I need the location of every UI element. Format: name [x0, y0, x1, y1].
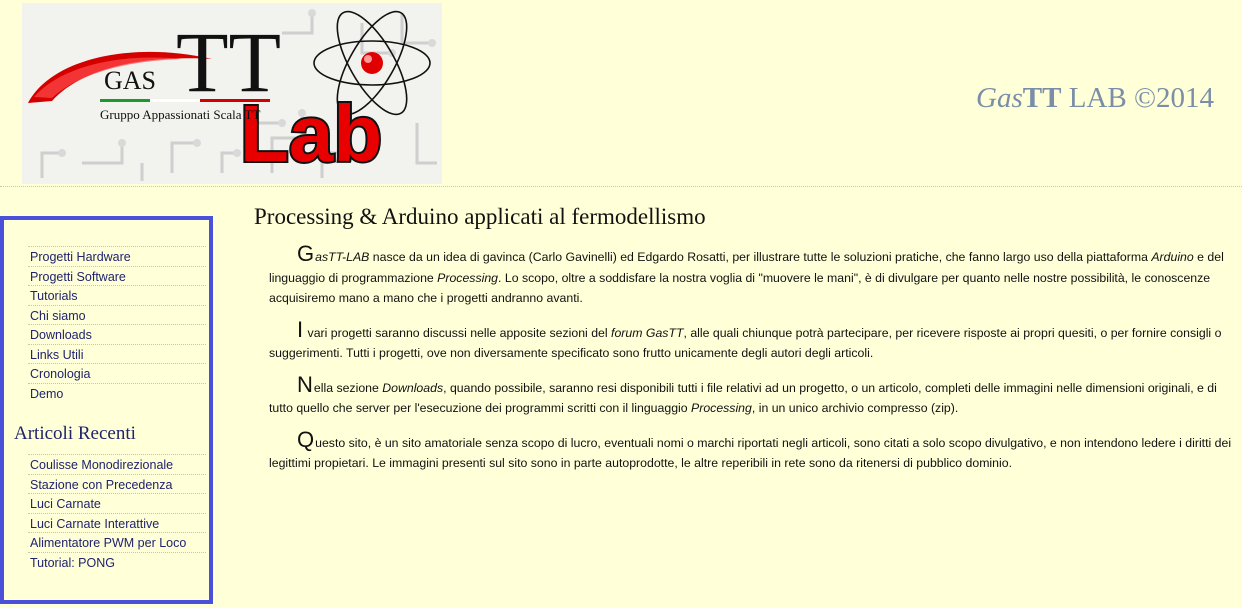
main-content [254, 204, 1242, 474]
paragraph-text: e del linguaggio di programmazione [269, 250, 1224, 285]
menu-item-downloads[interactable]: Downloads [28, 324, 206, 344]
drop-cap: Q [297, 426, 315, 452]
emphasis-text: asTT-LAB [315, 250, 370, 264]
paragraph-text: vari progetti saranno discussi nelle apposite sezioni del [304, 325, 612, 340]
menu-item-cronologia[interactable]: Cronologia [28, 363, 206, 383]
drop-cap: N [297, 371, 313, 397]
paragraph-text: uesto sito, è un sito amatoriale senza scopo di lucro, eventuali nomi o marchi riportati negli articoli, sono citati a solo scopo divulgativo, e non intendono ledere i diritti dei legittimi propietari. Le immagini presenti sul sito sono in parte autoprodotte, le altre reperibili in rete sono da ritenersi di pubblico dominio. [269, 435, 1232, 470]
emphasis-text: Arduino [1151, 250, 1194, 264]
paragraph-text: , alle quali chiunque potrà partecipare, per ricevere risposte ai propri quesiti, o per fornire consigli o suggerimenti. Tutti i progetti, ove non diversamente specificato sono frutto unicamente degli autori degli articoli. [269, 325, 1222, 360]
site-title-tt: TT [1022, 82, 1062, 114]
sidebar [0, 216, 213, 604]
emphasis-text: Processing [437, 270, 499, 285]
intro-paragraph [254, 241, 1242, 309]
emphasis-text: Processing [691, 401, 752, 415]
forum-paragraph [254, 316, 1242, 364]
site-title-rest: LAB ©2014 [1061, 82, 1214, 114]
menu-item-links-utili[interactable]: Links Utili [28, 344, 206, 364]
recent-item-alimentatore[interactable]: Alimentatore PWM per Loco [28, 532, 206, 552]
site-title [976, 82, 1214, 115]
drop-cap: I [297, 316, 304, 342]
recent-item-stazione[interactable]: Stazione con Precedenza [28, 474, 206, 494]
menu-item-demo[interactable]: Demo [28, 383, 206, 403]
paragraph-text: ella sezione [313, 380, 383, 395]
emphasis-text: Downloads [382, 380, 444, 395]
recent-articles-list [28, 454, 206, 571]
downloads-paragraph [254, 371, 1242, 419]
menu-item-progetti-hardware[interactable]: Progetti Hardware [28, 246, 206, 266]
page-heading: Processing & Arduino applicati al fermodellismo [254, 204, 706, 229]
menu-item-chi-siamo[interactable]: Chi siamo [28, 305, 206, 325]
recent-item-luci-carnate[interactable]: Luci Carnate [28, 493, 206, 513]
header [0, 0, 1242, 187]
paragraph-text: , in un unico archivio compresso (zip). [751, 401, 959, 415]
menu-item-progetti-software[interactable]: Progetti Software [28, 266, 206, 286]
recent-item-luci-interattive[interactable]: Luci Carnate Interattive [28, 513, 206, 533]
site-title-gas: Gas [976, 82, 1023, 114]
logo-gas-text: GAS [104, 66, 157, 95]
drop-cap: G [297, 241, 315, 266]
recent-item-pong[interactable]: Tutorial: PONG [28, 552, 206, 572]
recent-articles-title: Articoli Recenti [14, 423, 136, 444]
recent-item-coulisse[interactable]: Coulisse Monodirezionale [28, 454, 206, 474]
site-logo[interactable] [22, 3, 442, 184]
logo-tt-text: TT [176, 14, 282, 110]
emphasis-text: forum GasTT [611, 325, 684, 340]
main-menu [28, 246, 206, 402]
logo-subtitle: Gruppo Appassionati Scala TT [100, 107, 261, 122]
logo-lab-text: Lab [240, 89, 383, 178]
paragraph-text: nasce da un idea di gavinca (Carlo Gavinelli) ed Edgardo Rosatti, per illustrare tutte le soluzioni pratiche, che fanno largo uso della piattaforma [369, 250, 1152, 264]
menu-item-tutorials[interactable]: Tutorials [28, 285, 206, 305]
disclaimer-paragraph [254, 426, 1242, 474]
paragraph-text: . Lo scopo, oltre a soddisfare la nostra voglia di "muovere le mani", è di divulgare per quanto nelle nostre possibilità, le conoscenze acquisiremo mano a mano che i progetti andranno avanti. [269, 270, 1211, 305]
paragraph-text: , quando possibile, saranno resi disponibili tutti i file relativi ad un progetto, o un articolo, completi delle immagini nelle dimensioni originali, e di tutto quello che server per l'esecuzione dei programmi scritti con il linguaggio [269, 380, 1217, 415]
